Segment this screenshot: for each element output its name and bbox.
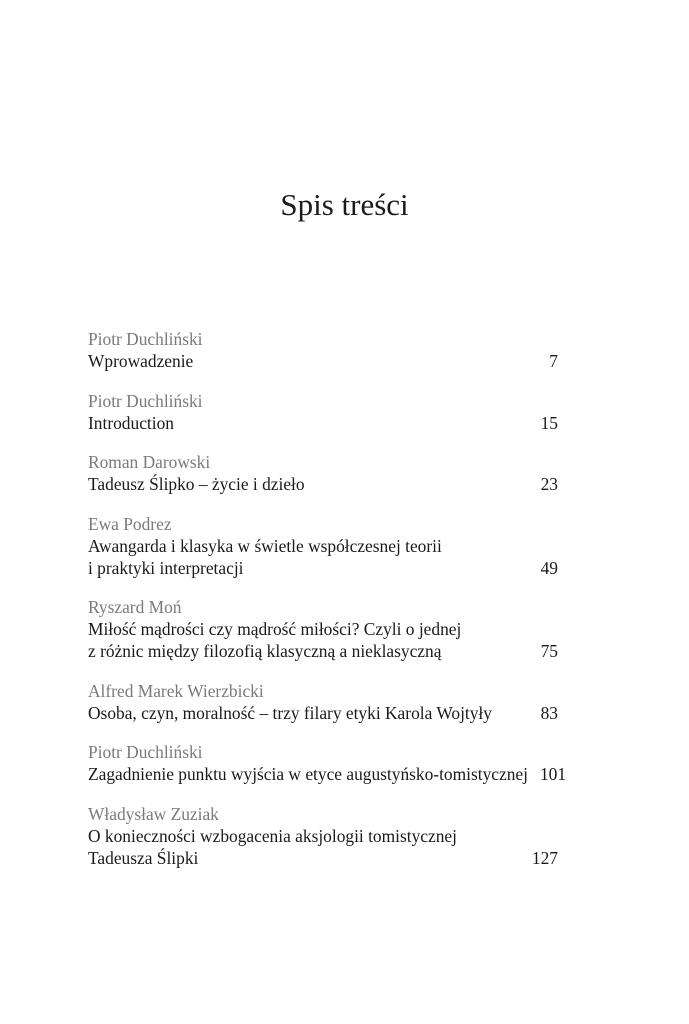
toc-author: Piotr Duchliński [88, 329, 203, 349]
toc-page-number: 49 [540, 557, 558, 578]
toc-page-number: 127 [531, 847, 558, 868]
table-of-contents [88, 328, 567, 886]
toc-title-line: z różnic między filozofią klasyczną a nieklasyczną [88, 641, 442, 661]
toc-entry [88, 390, 558, 434]
toc-entry-body [88, 473, 558, 495]
toc-title-line: Zagadnienie punktu wyjścia w etyce augustyńsko-tomistycznej [88, 764, 528, 784]
toc-title-line: Miłość mądrości czy mądrość miłości? Czyli o jednej [88, 619, 462, 639]
toc-title [88, 535, 529, 579]
toc-title [88, 350, 537, 372]
toc-entry [88, 513, 558, 579]
toc-page-number: 75 [540, 641, 558, 661]
toc-page-number: 83 [540, 702, 558, 723]
toc-title-line: Tadeusz Ślipko – życie i dzieło [88, 474, 305, 494]
toc-title-line: Osoba, czyn, moralność – trzy filary etyki Karola Wojtyły [88, 702, 492, 723]
toc-entry-body [88, 618, 558, 662]
toc-author: Ryszard Moń [88, 597, 182, 617]
toc-entry-body [88, 412, 558, 434]
toc-entry [88, 680, 558, 724]
toc-author: Roman Darowski [88, 452, 211, 472]
page-title: Spis treści [280, 187, 409, 222]
toc-title [88, 412, 529, 434]
toc-page-number: 7 [549, 351, 558, 371]
toc-author: Piotr Duchliński [88, 742, 203, 762]
toc-author: Ewa Podrez [88, 513, 172, 534]
toc-title [88, 702, 529, 724]
toc-page-number: 101 [539, 764, 567, 784]
toc-entry [88, 596, 558, 662]
toc-entry [88, 803, 558, 869]
toc-title-line: Awangarda i klasyka w świetle współczesnej teorii [88, 535, 442, 556]
toc-entry-body [88, 825, 558, 869]
toc-title [88, 618, 529, 662]
toc-entry [88, 741, 567, 785]
toc-title [88, 763, 528, 785]
toc-entry-body [88, 350, 558, 372]
toc-title-line: Introduction [88, 412, 174, 433]
toc-title-line: Tadeusza Ślipki [88, 847, 199, 868]
toc-page-number: 15 [540, 412, 558, 433]
toc-title [88, 473, 529, 495]
toc-entry-body [88, 535, 558, 579]
toc-entry [88, 451, 558, 495]
toc-title-line: i praktyki interpretacji [88, 557, 244, 578]
toc-title [88, 825, 520, 869]
toc-author: Władysław Zuziak [88, 803, 219, 824]
toc-title-line: O konieczności wzbogacenia aksjologii tomistycznej [88, 825, 457, 846]
toc-entry-body [88, 702, 558, 724]
toc-title-line: Wprowadzenie [88, 351, 194, 371]
toc-author: Alfred Marek Wierzbicki [88, 680, 264, 701]
toc-entry-body [88, 763, 567, 785]
toc-author: Piotr Duchliński [88, 390, 203, 411]
toc-entry [88, 328, 558, 372]
toc-page-number: 23 [540, 474, 558, 494]
